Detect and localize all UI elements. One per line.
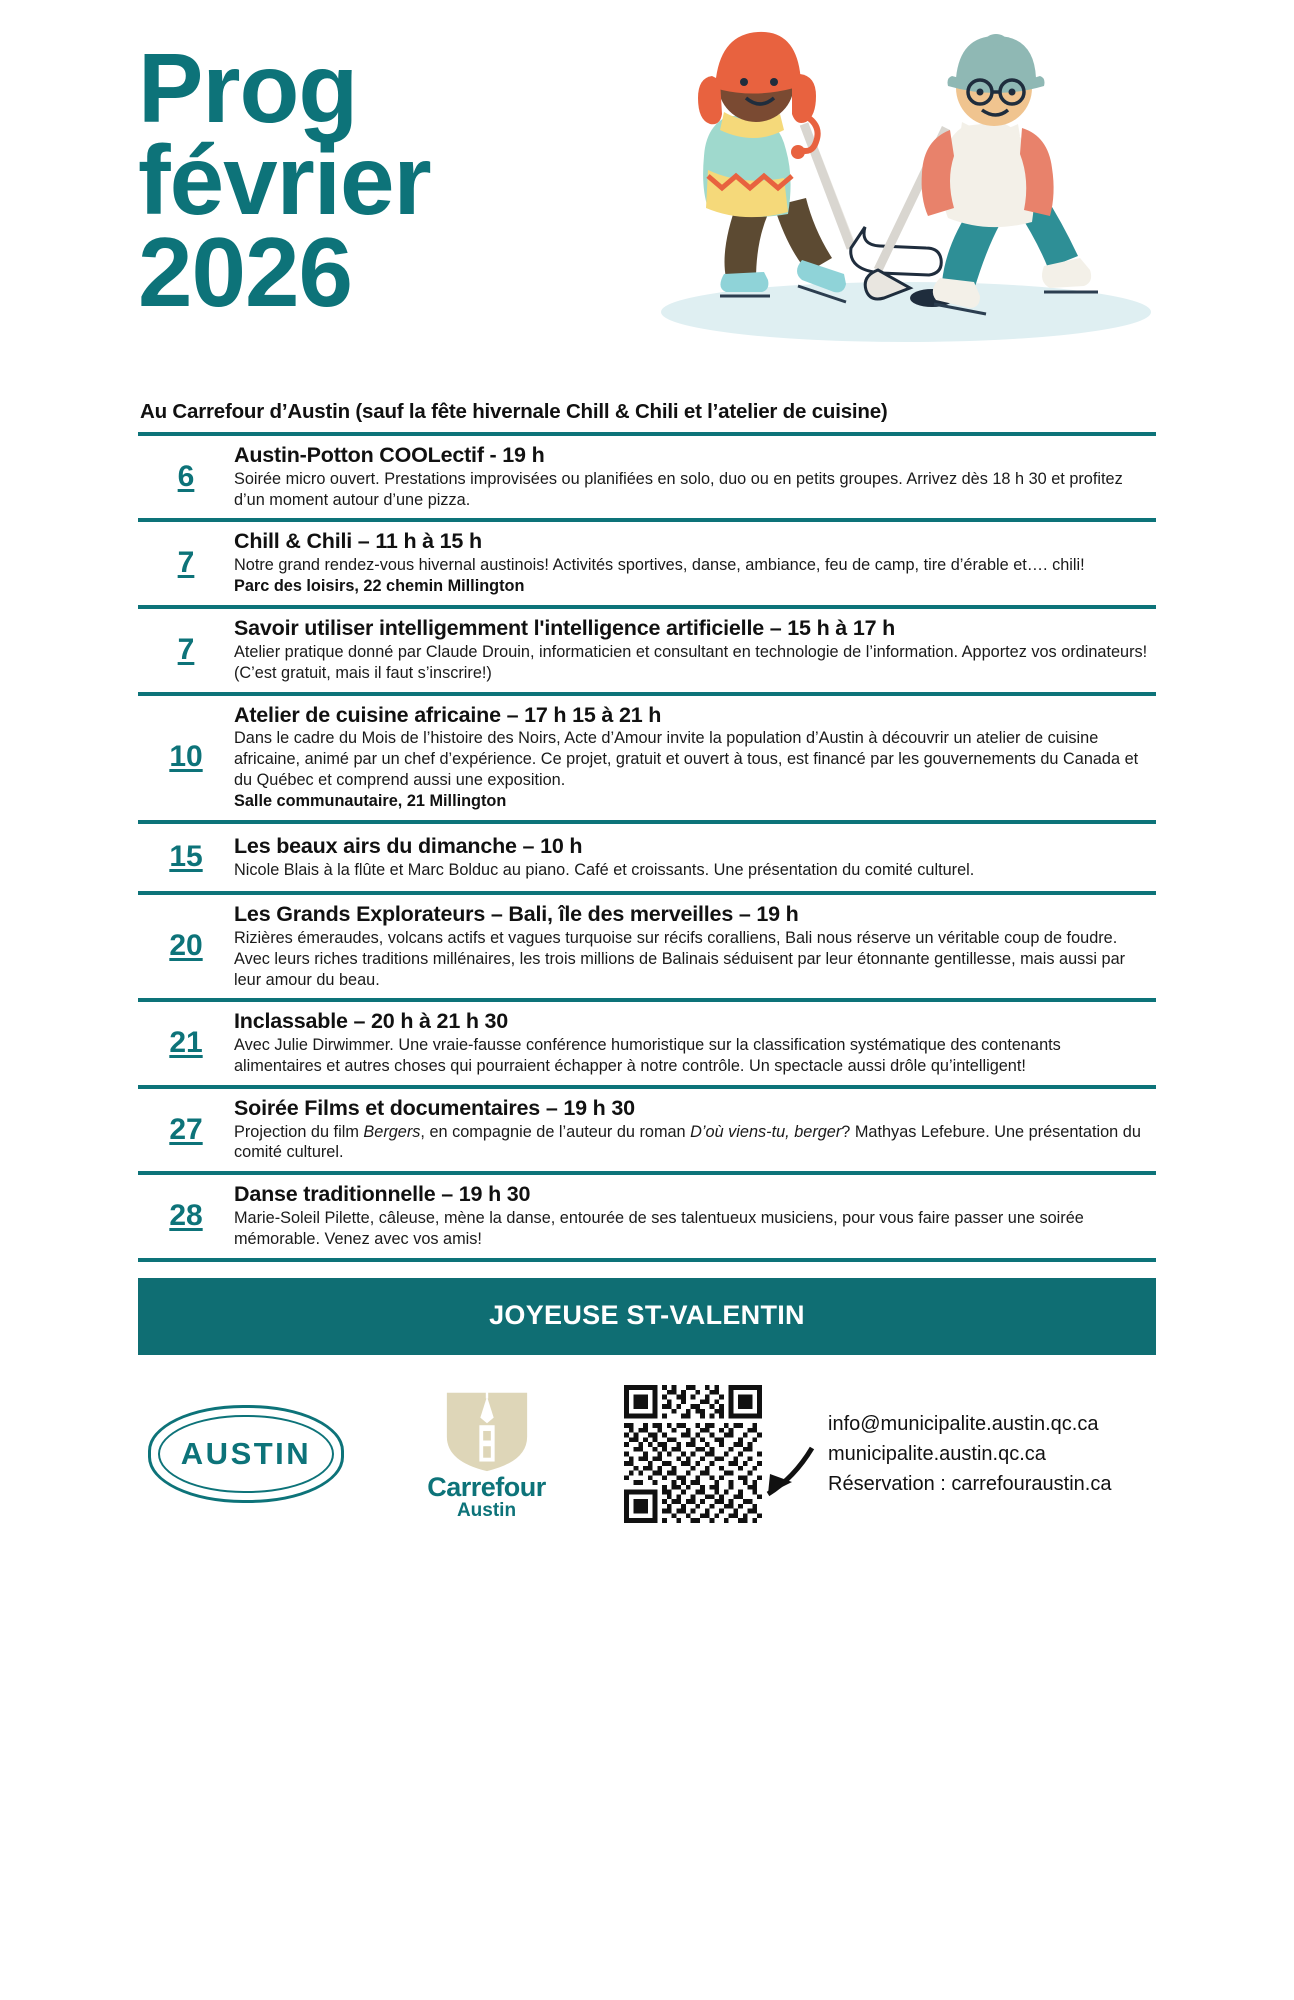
- poster-header: [138, 0, 1156, 400]
- event-description: Notre grand rendez-vous hivernal austinois! Activités sportives, danse, ambiance, feu de camp, tire d’érable et…. chili!: [234, 556, 1085, 575]
- event-body: [234, 1182, 1156, 1249]
- event-list: [138, 432, 1156, 1262]
- qr-code[interactable]: [624, 1385, 762, 1523]
- event-body: [234, 902, 1156, 990]
- event-body: [234, 529, 1156, 597]
- list-item: [138, 1002, 1156, 1088]
- event-title: Danse traditionnelle – 19 h 30: [234, 1182, 531, 1207]
- carrefour-austin-logo: [399, 1387, 574, 1521]
- event-day: 20: [169, 929, 203, 963]
- contact-block: [828, 1409, 1111, 1499]
- list-item: [138, 609, 1156, 695]
- austin-municipality-logo: [148, 1405, 344, 1503]
- page-title: [138, 33, 431, 328]
- event-title: Chill & Chili – 11 h à 15 h: [234, 529, 482, 554]
- list-item: [138, 1175, 1156, 1261]
- event-body: [234, 1096, 1156, 1163]
- event-day: 21: [169, 1026, 203, 1060]
- event-day: 15: [169, 840, 203, 874]
- contact-reservation[interactable]: Réservation : carrefouraustin.ca: [828, 1472, 1112, 1495]
- event-body: [234, 616, 1156, 683]
- event-description-rich: Projection du film Bergers, en compagnie de l’auteur du roman D’où viens-tu, berger? Mathyas Lefebure. Une présentation du comité culturel.: [234, 1122, 1141, 1162]
- two-children-playing-ice-hockey-illustration: [616, 20, 1176, 360]
- valentine-banner: JOYEUSE ST-VALENTIN: [138, 1278, 1156, 1355]
- event-description: Atelier pratique donné par Claude Drouin, informaticien et consultant en technologie de l’information. Apportez vos ordinateurs! (C’est gratuit, mais il faut s’inscrire!): [234, 642, 1148, 682]
- event-location: Parc des loisirs, 22 chemin Millington: [234, 577, 525, 596]
- event-body: [234, 834, 1156, 881]
- event-description: Soirée micro ouvert. Prestations improvisées ou planifiées en solo, duo ou en petits groupes. Arrivez dès 18 h 30 et profitez d’un moment autour d’une pizza.: [234, 469, 1123, 509]
- event-title: Savoir utiliser intelligemment l'intelligence artificielle – 15 h à 17 h: [234, 616, 896, 641]
- title-line-3: 2026: [138, 217, 353, 328]
- event-day: 28: [169, 1198, 203, 1232]
- event-description: Marie-Soleil Pilette, câleuse, mène la danse, entourée de ses talentueux musiciens, pour vous faire passer une soirée mémorable. Venez avec vos amis!: [234, 1208, 1084, 1248]
- event-title: Atelier de cuisine africaine – 17 h 15 à 21 h: [234, 702, 662, 727]
- list-item: [138, 522, 1156, 609]
- event-description: Dans le cadre du Mois de l’histoire des Noirs, Acte d’Amour invite la population d’Austin à découvrir un atelier de cuisine africaine, animé par un chef d’expérience. Ce projet, gratuit et ouvert à tous, est financé par les gouvernements du Canada et du Québec et comprend aussi une exposition.: [234, 729, 1139, 790]
- event-title: Les beaux airs du dimanche – 10 h: [234, 833, 583, 858]
- event-title: Austin-Potton COOLectif - 19 h: [234, 443, 545, 467]
- poster-subtitle: Au Carrefour d’Austin (sauf la fête hivernale Chill & Chili et l’atelier de cuisine): [140, 400, 888, 423]
- event-body: [234, 703, 1156, 812]
- event-title: Inclassable – 20 h à 21 h 30: [234, 1009, 509, 1034]
- event-description: Nicole Blais à la flûte et Marc Bolduc au piano. Café et croissants. Une présentation du comité culturel.: [234, 860, 975, 879]
- event-title: Les Grands Explorateurs – Bali, île des merveilles – 19 h: [234, 902, 799, 927]
- event-body: [234, 443, 1156, 510]
- carrefour-name: Carrefour: [427, 1471, 546, 1502]
- list-item: [138, 436, 1156, 522]
- event-description: Rizières émeraudes, volcans actifs et vagues turquoise sur récifs coralliens, Bali nous réserve un véritable coup de foudre. Avec leurs riches traditions millénaires, les trois millions de Balinais séduisent par leur étonnante gentillesse, mais aussi par leur amour du beau.: [234, 928, 1126, 989]
- contact-email[interactable]: info@municipalite.austin.qc.ca: [828, 1412, 1099, 1435]
- contact-website[interactable]: municipalite.austin.qc.ca: [828, 1442, 1046, 1465]
- event-day: 6: [177, 459, 195, 493]
- event-title: Soirée Films et documentaires – 19 h 30: [234, 1095, 635, 1120]
- carrefour-subname: Austin: [456, 1499, 517, 1521]
- list-item: [138, 824, 1156, 895]
- list-item: [138, 696, 1156, 824]
- event-day: 7: [177, 632, 195, 666]
- title-line-2: février: [138, 125, 431, 236]
- title-line-1: Prog: [138, 33, 358, 143]
- footer: [138, 1385, 1156, 1523]
- carrefour-shield-icon: [399, 1387, 574, 1473]
- list-item: [138, 895, 1156, 1002]
- austin-logo-label: AUSTIN: [180, 1435, 312, 1471]
- event-day: 7: [177, 546, 195, 580]
- event-description: Avec Julie Dirwimmer. Une vraie-fausse conférence humoristique sur la classification systématique des contenants alimentaires et autres choses qui pourraient échapper à notre contrôle. Un spectacle aussi drôle qu’intelligent!: [234, 1036, 1061, 1075]
- event-location: Salle communautaire, 21 Millington: [234, 791, 507, 810]
- event-day: 10: [169, 740, 203, 774]
- list-item: [138, 1089, 1156, 1175]
- event-day: 27: [169, 1112, 203, 1146]
- event-body: [234, 1009, 1156, 1076]
